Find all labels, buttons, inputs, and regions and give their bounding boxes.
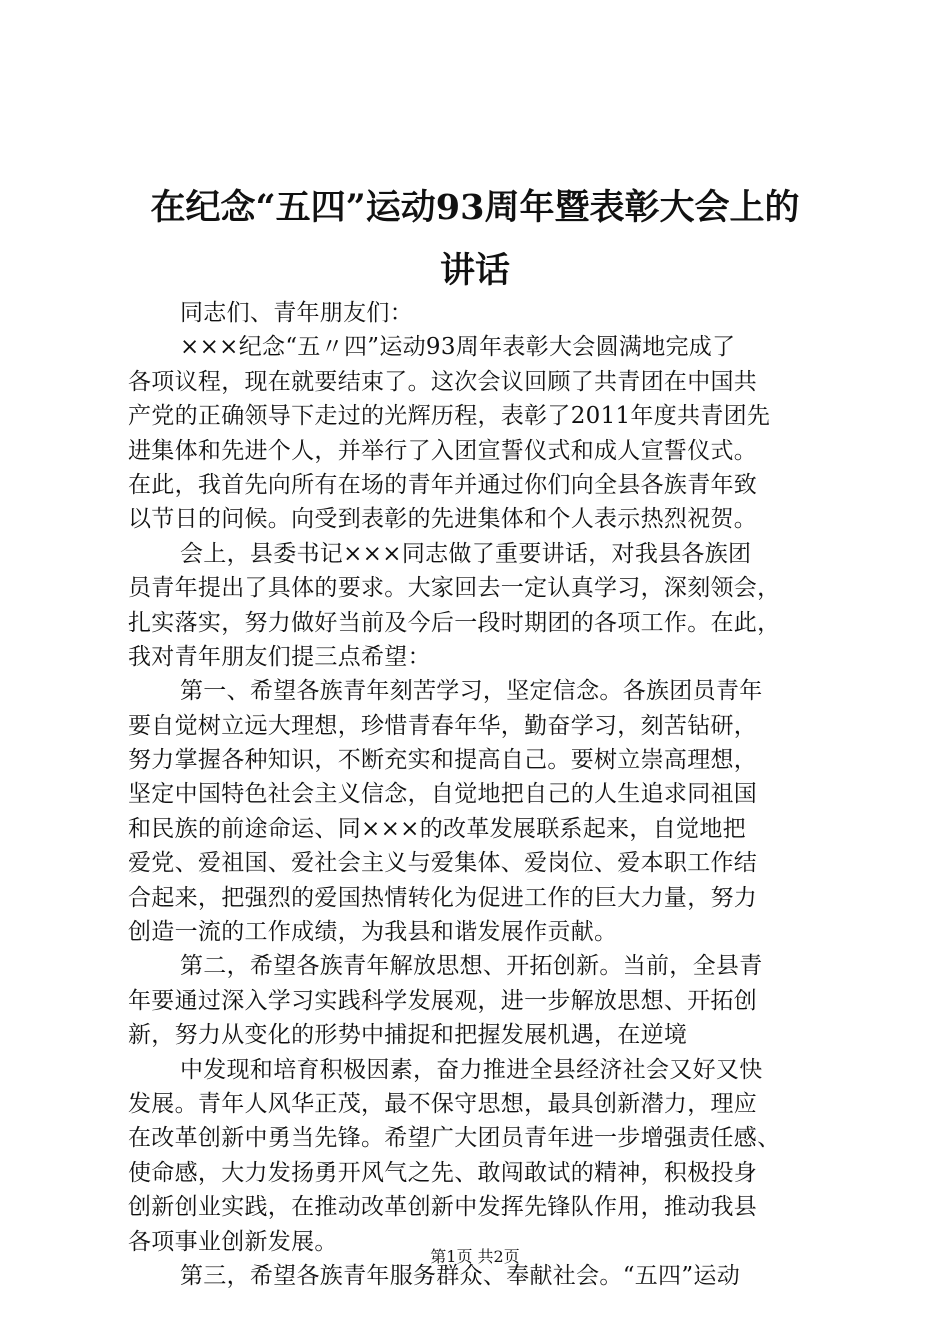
text-line: 各项议程，现在就要结束了。这次会议回顾了共青团在中国共 xyxy=(128,368,758,395)
text-line: 第二，希望各族青年解放思想、开拓创新。当前，全县青 xyxy=(180,953,763,980)
text-line: 创造一流的工作成绩，为我县和谐发展作贡献。 xyxy=(128,919,618,946)
text-line: 使命感，大力发扬勇开风气之先、敢闯敢试的精神，积极投身 xyxy=(128,1159,758,1186)
text-line: 扎实落实，努力做好当前及今后一段时期团的各项工作。在此， xyxy=(128,609,781,636)
text-line: ×××纪念“五〃四”运动93周年表彰大会圆满地完成了 xyxy=(180,334,736,361)
text-line: 要自觉树立远大理想，珍惜青春年华，勤奋学习，刻苦钻研， xyxy=(128,712,758,739)
text-line: 进集体和先进个人，并举行了入团宣誓仪式和成人宣誓仪式。 xyxy=(128,437,758,464)
text-line: 在此，我首先向所有在场的青年并通过你们向全县各族青年致 xyxy=(128,471,758,498)
document-title: 在纪念“五四”运动93周年暨表彰大会上的 xyxy=(150,187,800,228)
text-line: 在改革创新中勇当先锋。希望广大团员青年进一步增强责任感、 xyxy=(128,1125,781,1152)
text-line: 努力掌握各种知识，不断充实和提高自己。要树立崇高理想， xyxy=(128,747,758,774)
text-line: 员青年提出了具体的要求。大家回去一定认真学习，深刻领会， xyxy=(128,575,781,602)
text-line: 中发现和培育积极因素，奋力推进全县经济社会又好又快 xyxy=(180,1056,763,1083)
text-line: 产党的正确领导下走过的光辉历程，表彰了2011年度共青团先 xyxy=(128,403,771,430)
document-title-continued: 讲话 xyxy=(439,250,510,291)
text-line: 会上，县委书记×××同志做了重要讲话，对我县各族团 xyxy=(180,540,752,567)
text-line: 各项事业创新发展。 xyxy=(128,1228,338,1255)
text-line: 爱党、爱祖国、爱社会主义与爱集体、爱岗位、爱本职工作结 xyxy=(128,850,758,877)
text-line: 我对青年朋友们提三点希望： xyxy=(128,643,431,670)
text-line: 第一、希望各族青年刻苦学习，坚定信念。各族团员青年 xyxy=(180,678,763,705)
text-line: 年要通过深入学习实践科学发展观，进一步解放思想、开拓创 xyxy=(128,987,758,1014)
text-line: 新，努力从变化的形势中捕捉和把握发展机遇，在逆境 xyxy=(128,1022,688,1049)
text-line: 第三，希望各族青年服务群众、奉献社会。“五四”运动 xyxy=(180,1262,741,1289)
text-line: 同志们、青年朋友们： xyxy=(180,300,413,326)
text-line: 坚定中国特色社会主义信念，自觉地把自己的人生追求同祖国 xyxy=(128,781,758,808)
text-line: 和民族的前途命运、同×××的改革发展联系起来，自觉地把 xyxy=(128,815,746,842)
text-line: 创新创业实践，在推动改革创新中发挥先锋队作用，推动我县 xyxy=(128,1194,758,1221)
text-line: 发展。青年人风华正茂，最不保守思想，最具创新潜力，理应 xyxy=(128,1090,758,1117)
page-footer: 第1页 共2页 xyxy=(430,1247,520,1266)
text-line: 以节日的问候。向受到表彰的先进集体和个人表示热烈祝贺。 xyxy=(128,506,758,533)
text-line: 合起来，把强烈的爱国热情转化为促进工作的巨大力量，努力 xyxy=(128,884,758,911)
document-body xyxy=(128,296,838,1293)
